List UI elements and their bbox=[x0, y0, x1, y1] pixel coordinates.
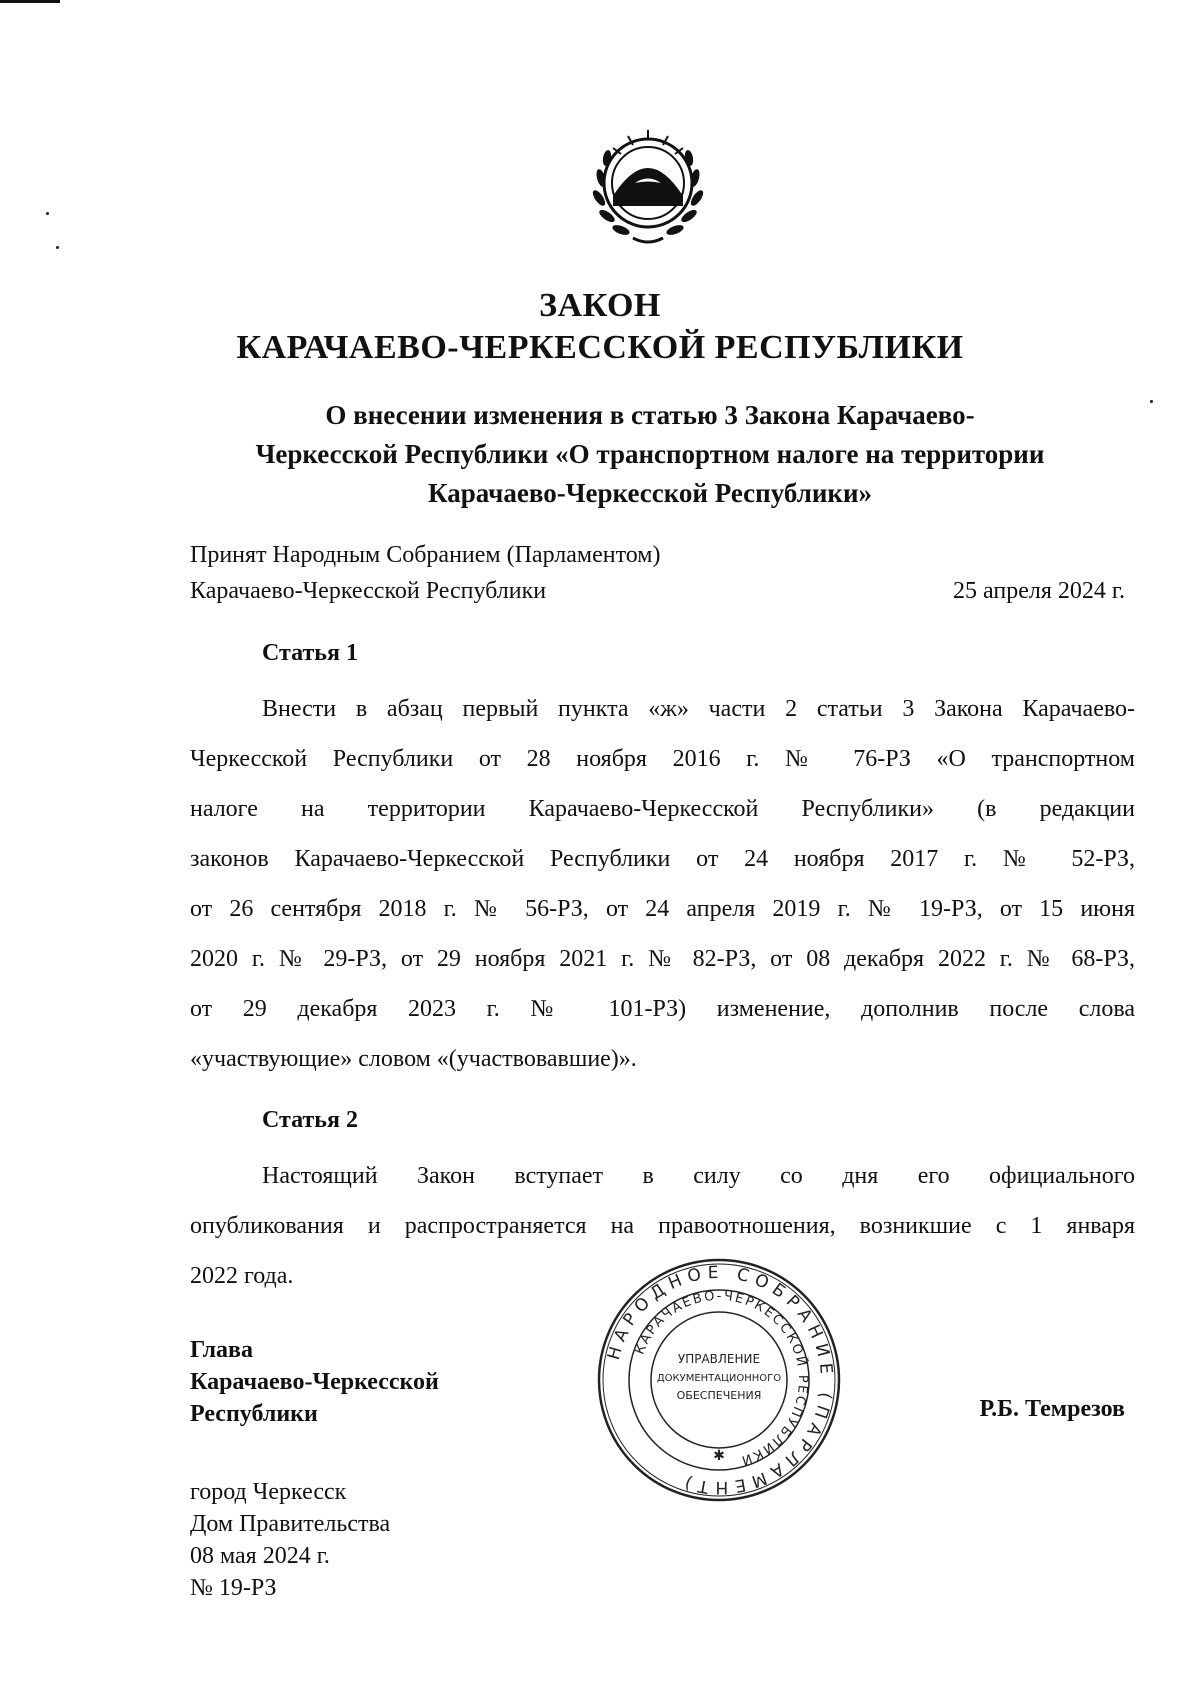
text-line: Черкесской Республики от 28 ноября 2016 г. № 76-РЗ «О транспортном bbox=[190, 746, 1135, 772]
subtitle-line: Черкесской Республики «О транспортном налоге на территории bbox=[255, 439, 1045, 469]
place-line: город Черкесск bbox=[190, 1479, 347, 1505]
article-1-text bbox=[190, 684, 1135, 1084]
scan-speck bbox=[46, 212, 49, 215]
place-line: № 19-РЗ bbox=[190, 1575, 277, 1601]
stamp-center-line: УПРАВЛЕНИЕ bbox=[677, 1352, 761, 1366]
scan-speck bbox=[56, 246, 59, 249]
signatory-line: Карачаево-Черкесской bbox=[190, 1369, 439, 1395]
coat-of-arms-emblem bbox=[573, 108, 723, 258]
text-line: от 29 декабря 2023 г. № 101-РЗ) изменение, дополнив после слова bbox=[190, 996, 1135, 1022]
text-line: Внести в абзац первый пункта «ж» части 2 статьи 3 Закона Карачаево- bbox=[262, 696, 1135, 722]
text-line: налоге на территории Карачаево-Черкесской Республики» (в редакции bbox=[190, 796, 1135, 822]
subtitle-line: О внесении изменения в статью 3 Закона Карачаево- bbox=[325, 400, 975, 430]
text-line: 2022 года. bbox=[190, 1263, 294, 1289]
law-subtitle bbox=[170, 396, 1130, 513]
stamp-center-line: ОБЕСПЕЧЕНИЯ bbox=[676, 1389, 762, 1402]
stamp-outer-text: НАРОДНОЕ СОБРАНИЕ (ПАРЛАМЕНТ) bbox=[603, 1262, 837, 1498]
adoption-line: Карачаево-Черкесской Республики bbox=[190, 578, 547, 604]
signatory-name: Р.Б. Темрезов bbox=[979, 1396, 1125, 1422]
place-line: 08 мая 2024 г. bbox=[190, 1543, 330, 1569]
stamp-star-icon: ✱ bbox=[713, 1449, 725, 1464]
adoption-statement bbox=[190, 537, 660, 609]
scan-speck bbox=[1150, 400, 1153, 403]
text-line: Настоящий Закон вступает в силу со дня его официального bbox=[262, 1163, 1135, 1189]
place-line: Дом Правительства bbox=[190, 1511, 391, 1537]
adoption-line: Принят Народным Собранием (Парламентом) bbox=[190, 542, 661, 568]
law-title: ЗАКОН bbox=[539, 287, 661, 324]
signatory-line: Республики bbox=[190, 1401, 318, 1427]
text-line: «участвующие» словом «(участвовавшие)». bbox=[190, 1046, 637, 1072]
official-stamp bbox=[594, 1255, 844, 1505]
stamp-inner-ring-text: КАРАЧАЕВО-ЧЕРКЕССКОЙ РЕСПУБЛИКИ bbox=[632, 1288, 811, 1469]
stamp-center-line: ДОКУМЕНТАЦИОННОГО bbox=[656, 1373, 782, 1384]
signatory-title bbox=[190, 1334, 439, 1430]
text-line: от 26 сентября 2018 г. № 56-РЗ, от 24 апреля 2019 г. № 19-РЗ, от 15 июня bbox=[190, 896, 1135, 922]
scan-edge-mark bbox=[0, 0, 60, 3]
article-2-heading: Статья 2 bbox=[262, 1107, 358, 1133]
text-line: законов Карачаево-Черкесской Республики от 24 ноября 2017 г. № 52-РЗ, bbox=[190, 846, 1135, 872]
subtitle-line: Карачаево-Черкесской Республики» bbox=[427, 478, 873, 508]
adoption-date: 25 апреля 2024 г. bbox=[953, 578, 1125, 604]
place-and-number bbox=[190, 1476, 390, 1604]
article-1-heading: Статья 1 bbox=[262, 640, 358, 666]
text-line: 2020 г. № 29-РЗ, от 29 ноября 2021 г. № 82-РЗ, от 08 декабря 2022 г. № 68-РЗ, bbox=[190, 946, 1135, 972]
law-republic-title: КАРАЧАЕВО-ЧЕРКЕССКОЙ РЕСПУБЛИКИ bbox=[236, 329, 964, 366]
text-line: опубликования и распространяется на правоотношения, возникшие с 1 января bbox=[190, 1213, 1135, 1239]
signatory-line: Глава bbox=[190, 1337, 253, 1363]
